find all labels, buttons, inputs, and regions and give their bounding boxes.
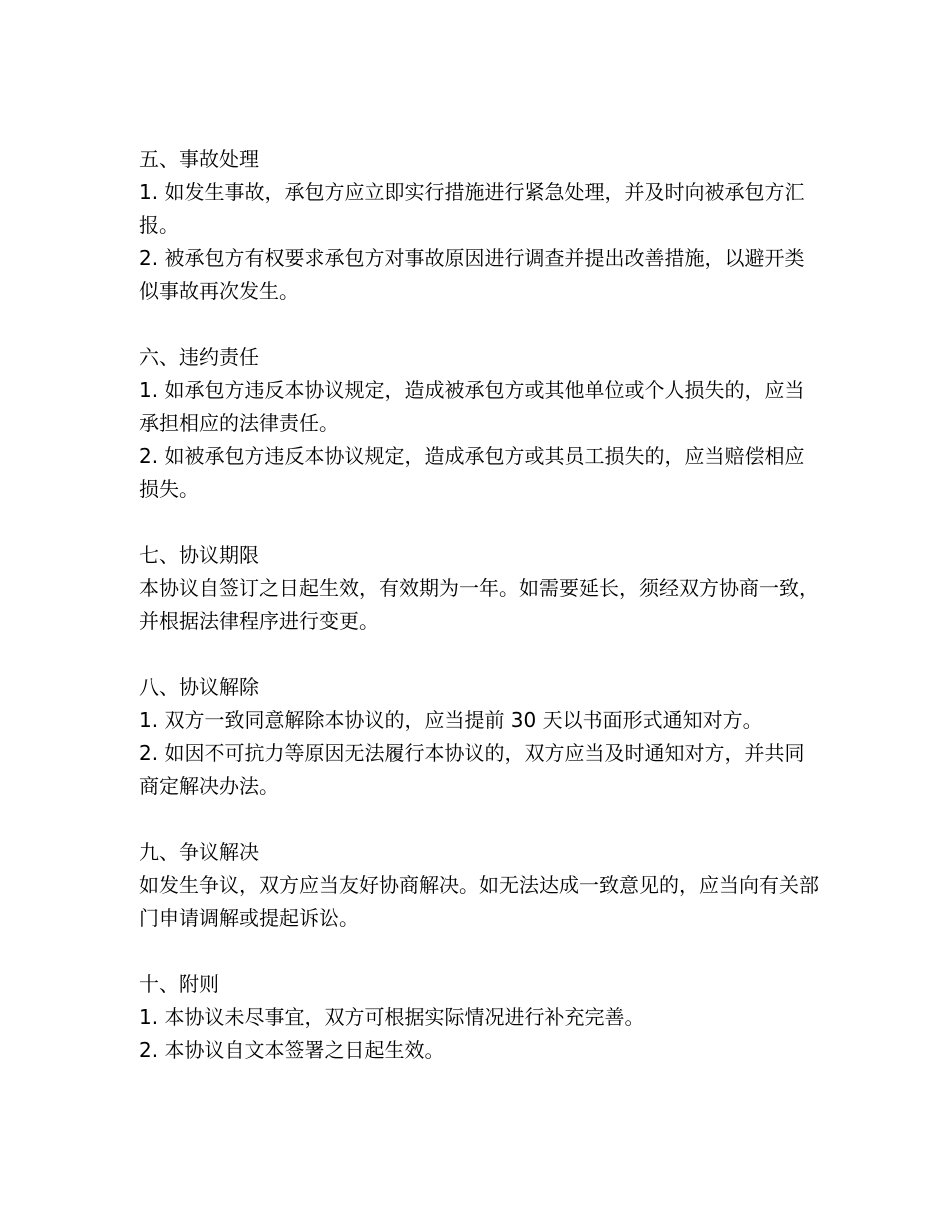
paragraph: 2. 如因不可抗力等原因无法履行本协议的，双方应当及时通知对方，并共同商定解决办法。 <box>139 741 805 798</box>
paragraph: 2. 如被承包方违反本协议规定，造成承包方或其员工损失的，应当赔偿相应损失。 <box>139 444 805 501</box>
paragraph: 2. 本协议自文本签署之日起生效。 <box>139 1038 445 1062</box>
section-agreement-term <box>139 539 819 638</box>
paragraph: 1. 如承包方违反本协议规定，造成被承包方或其他单位或个人损失的，应当承担相应的法律责任。 <box>139 378 805 435</box>
section-accident-handling <box>139 143 819 308</box>
document-page <box>139 143 819 1100</box>
section-title: 十、附则 <box>139 972 219 996</box>
paragraph: 本协议自签订之日起生效，有效期为一年。如需要延长，须经双方协商一致，并根据法律程序进行变更。 <box>139 576 819 633</box>
paragraph: 1. 如发生事故，承包方应立即实行措施进行紧急处理，并及时向被承包方汇报。 <box>139 180 805 237</box>
section-supplementary-provisions <box>139 968 819 1067</box>
paragraph: 1. 本协议未尽事宜，双方可根据实际情况进行补充完善。 <box>139 1005 645 1029</box>
section-title: 九、争议解决 <box>139 840 259 864</box>
section-title: 五、事故处理 <box>139 147 259 171</box>
section-breach-liability <box>139 341 819 506</box>
paragraph: 1. 双方一致同意解除本协议的，应当提前 30 天以书面形式通知对方。 <box>139 708 763 732</box>
paragraph: 2. 被承包方有权要求承包方对事故原因进行调查并提出改善措施，以避开类似事故再次发生。 <box>139 246 805 303</box>
section-agreement-termination <box>139 671 819 803</box>
paragraph: 如发生争议，双方应当友好协商解决。如无法达成一致意见的，应当向有关部门申请调解或提起诉讼。 <box>139 873 819 930</box>
section-title: 六、违约责任 <box>139 345 259 369</box>
section-dispute-resolution <box>139 836 819 935</box>
section-title: 八、协议解除 <box>139 675 259 699</box>
section-title: 七、协议期限 <box>139 543 259 567</box>
